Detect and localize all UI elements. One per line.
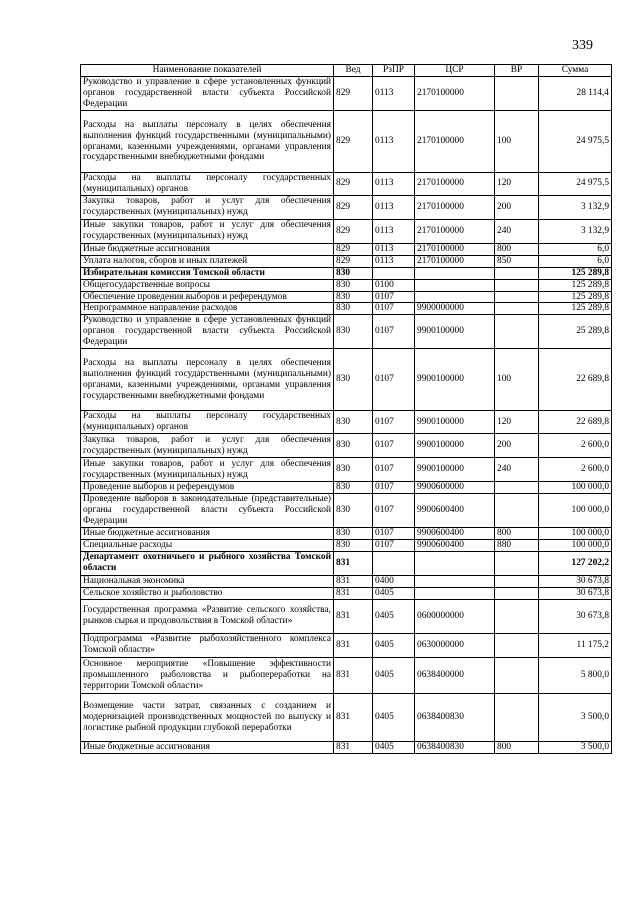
row-rzpr-cell: 0107 [373, 291, 415, 303]
row-ved-cell: 830 [334, 279, 373, 291]
row-vr-cell: 800 [495, 243, 539, 255]
row-rzpr-cell: 0405 [373, 741, 415, 753]
table-row [81, 458, 612, 482]
row-sum-cell: 125 289,8 [539, 279, 612, 291]
row-csr-cell: 9900100000 [415, 349, 495, 411]
row-name-cell: Общегосударственные вопросы [81, 279, 334, 291]
row-name-cell: Подпрограмма «Развитие рыбохозяйственного комплекса Томской области» [81, 633, 334, 657]
row-vr-cell [495, 482, 539, 494]
row-name-cell: Проведение выборов в законодательные (представительные) органы государственной власти субъекта Российской Федерации [81, 494, 334, 528]
table-row [81, 219, 612, 243]
table-row [81, 243, 612, 255]
row-sum-cell: 5 800,0 [539, 657, 612, 693]
row-csr-cell [415, 587, 495, 599]
table-row [81, 267, 612, 279]
row-ved-cell: 831 [334, 551, 373, 575]
row-csr-cell: 9900600000 [415, 482, 495, 494]
row-name-cell: Расходы на выплаты персоналу в целях обеспечения выполнения функций государственными (муниципальными) органами, казенными учреждениями, органами управления государственными внебюджетными фондами [81, 349, 334, 411]
row-name-cell: Расходы на выплаты персоналу государственных (муниципальных) органов [81, 173, 334, 196]
row-sum-cell: 6,0 [539, 243, 612, 255]
row-rzpr-cell: 0107 [373, 349, 415, 411]
table-row [81, 657, 612, 693]
row-csr-cell [415, 291, 495, 303]
row-name-cell: Проведение выборов и референдумов [81, 482, 334, 494]
row-vr-cell [495, 267, 539, 279]
row-sum-cell: 100 000,0 [539, 528, 612, 540]
table-row [81, 693, 612, 741]
page-number: 339 [572, 38, 593, 53]
row-name-cell: Обеспечение проведения выборов и референдумов [81, 291, 334, 303]
column-header-name: Наименование показателей [81, 65, 334, 77]
row-name-cell: Специальные расходы [81, 539, 334, 551]
row-name-cell: Закупка товаров, работ и услуг для обеспечения государственных (муниципальных) нужд [81, 195, 334, 219]
table-row [81, 575, 612, 587]
row-name-cell: Избирательная комиссия Томской области [81, 267, 334, 279]
row-name-cell: Расходы на выплаты персоналу государственных (муниципальных) органов [81, 411, 334, 434]
row-name-cell: Закупка товаров, работ и услуг для обеспечения государственных (муниципальных) нужд [81, 434, 334, 458]
row-name-cell: Иные бюджетные ассигнования [81, 243, 334, 255]
row-name-cell: Сельское хозяйство и рыболовство [81, 587, 334, 599]
row-ved-cell: 831 [334, 633, 373, 657]
table-row [81, 434, 612, 458]
row-vr-cell: 800 [495, 741, 539, 753]
row-rzpr-cell: 0113 [373, 219, 415, 243]
row-sum-cell: 3 132,9 [539, 195, 612, 219]
row-ved-cell: 830 [334, 494, 373, 528]
table-header-row [81, 65, 612, 77]
row-name-cell: Расходы на выплаты персоналу в целях обеспечения выполнения функций государственными (муниципальными) органами, казенными учреждениями, органами управления государственными внебюджетными фондами [81, 111, 334, 173]
row-rzpr-cell: 0107 [373, 303, 415, 315]
row-vr-cell [495, 494, 539, 528]
row-csr-cell: 2170100000 [415, 243, 495, 255]
row-ved-cell: 829 [334, 111, 373, 173]
row-vr-cell [495, 303, 539, 315]
row-sum-cell: 125 289,8 [539, 291, 612, 303]
table-row [81, 494, 612, 528]
row-csr-cell: 9900100000 [415, 434, 495, 458]
table-row [81, 77, 612, 111]
table-row [81, 303, 612, 315]
row-rzpr-cell: 0107 [373, 539, 415, 551]
row-sum-cell: 3 132,9 [539, 219, 612, 243]
row-vr-cell: 200 [495, 195, 539, 219]
row-rzpr-cell: 0100 [373, 279, 415, 291]
row-vr-cell: 880 [495, 539, 539, 551]
row-csr-cell: 9900600400 [415, 539, 495, 551]
table-row [81, 411, 612, 434]
row-ved-cell: 829 [334, 195, 373, 219]
column-header-csr: ЦСР [415, 65, 495, 77]
row-sum-cell: 30 673,8 [539, 599, 612, 633]
table-row [81, 195, 612, 219]
row-name-cell: Иные закупки товаров, работ и услуг для обеспечения государственных (муниципальных) нужд [81, 219, 334, 243]
table-row [81, 315, 612, 349]
column-header-sum: Сумма [539, 65, 612, 77]
row-ved-cell: 831 [334, 575, 373, 587]
row-vr-cell [495, 657, 539, 693]
row-rzpr-cell: 0405 [373, 693, 415, 741]
row-vr-cell: 120 [495, 411, 539, 434]
column-header-rzpr: РзПР [373, 65, 415, 77]
row-sum-cell: 100 000,0 [539, 482, 612, 494]
row-csr-cell: 2170100000 [415, 255, 495, 267]
row-name-cell: Возмещение части затрат, связанных с созданием и модернизацией производственных мощностей по выпуску и логистике рыбной продукции глубокой переработки [81, 693, 334, 741]
row-name-cell: Основное мероприятие «Повышение эффективности промышленного рыболовства и рыбопереработки на территории Томской области» [81, 657, 334, 693]
row-csr-cell: 2170100000 [415, 77, 495, 111]
row-name-cell: Иные бюджетные ассигнования [81, 528, 334, 540]
row-ved-cell: 829 [334, 219, 373, 243]
row-ved-cell: 829 [334, 243, 373, 255]
table-row [81, 551, 612, 575]
row-sum-cell: 24 975,5 [539, 111, 612, 173]
row-sum-cell: 2 600,0 [539, 458, 612, 482]
row-vr-cell: 100 [495, 111, 539, 173]
row-sum-cell: 3 500,0 [539, 741, 612, 753]
row-rzpr-cell: 0107 [373, 482, 415, 494]
row-ved-cell: 829 [334, 77, 373, 111]
row-csr-cell [415, 551, 495, 575]
table-row [81, 587, 612, 599]
row-sum-cell: 25 289,8 [539, 315, 612, 349]
row-csr-cell: 0638400830 [415, 741, 495, 753]
row-csr-cell [415, 279, 495, 291]
row-ved-cell: 831 [334, 657, 373, 693]
table-row [81, 599, 612, 633]
row-ved-cell: 830 [334, 458, 373, 482]
row-name-cell: Департамент охотничьего и рыбного хозяйства Томской области [81, 551, 334, 575]
row-ved-cell: 830 [334, 303, 373, 315]
row-rzpr-cell: 0113 [373, 173, 415, 196]
row-vr-cell [495, 633, 539, 657]
row-csr-cell: 2170100000 [415, 195, 495, 219]
row-sum-cell: 11 175,2 [539, 633, 612, 657]
row-csr-cell: 9900100000 [415, 411, 495, 434]
row-rzpr-cell: 0107 [373, 434, 415, 458]
row-sum-cell: 22 689,8 [539, 349, 612, 411]
row-sum-cell: 125 289,8 [539, 267, 612, 279]
row-ved-cell: 830 [334, 528, 373, 540]
row-ved-cell: 830 [334, 411, 373, 434]
table-body [81, 77, 612, 754]
row-sum-cell: 100 000,0 [539, 539, 612, 551]
row-name-cell: Государственная программа «Развитие сельского хозяйства, рынков сырья и продовольствия в Томской области» [81, 599, 334, 633]
row-rzpr-cell: 0113 [373, 243, 415, 255]
row-ved-cell: 830 [334, 291, 373, 303]
table-row [81, 255, 612, 267]
row-sum-cell: 125 289,8 [539, 303, 612, 315]
row-vr-cell: 100 [495, 349, 539, 411]
row-sum-cell: 24 975,5 [539, 173, 612, 196]
row-csr-cell [415, 575, 495, 587]
table-row [81, 741, 612, 753]
row-sum-cell: 3 500,0 [539, 693, 612, 741]
row-rzpr-cell: 0400 [373, 575, 415, 587]
table-row [81, 633, 612, 657]
row-name-cell: Руководство и управление в сфере установленных функций органов государственной власти субъекта Российской Федерации [81, 77, 334, 111]
row-rzpr-cell: 0405 [373, 657, 415, 693]
row-vr-cell: 800 [495, 528, 539, 540]
row-sum-cell: 30 673,8 [539, 575, 612, 587]
row-ved-cell: 830 [334, 539, 373, 551]
row-sum-cell: 28 114,4 [539, 77, 612, 111]
row-sum-cell: 22 689,8 [539, 411, 612, 434]
row-rzpr-cell: 0107 [373, 458, 415, 482]
row-ved-cell: 830 [334, 267, 373, 279]
table-row [81, 528, 612, 540]
row-csr-cell: 2170100000 [415, 219, 495, 243]
row-rzpr-cell: 0405 [373, 633, 415, 657]
row-csr-cell: 0638400830 [415, 693, 495, 741]
row-rzpr-cell: 0107 [373, 315, 415, 349]
row-name-cell: Уплата налогов, сборов и иных платежей [81, 255, 334, 267]
column-header-ved: Вед [334, 65, 373, 77]
row-name-cell: Иные бюджетные ассигнования [81, 741, 334, 753]
row-name-cell: Национальная экономика [81, 575, 334, 587]
row-vr-cell [495, 587, 539, 599]
table-row [81, 111, 612, 173]
row-name-cell: Непрограммное направление расходов [81, 303, 334, 315]
row-vr-cell [495, 551, 539, 575]
row-rzpr-cell: 0107 [373, 528, 415, 540]
table-row [81, 349, 612, 411]
row-ved-cell: 831 [334, 693, 373, 741]
row-ved-cell: 830 [334, 315, 373, 349]
row-sum-cell: 2 600,0 [539, 434, 612, 458]
row-ved-cell: 830 [334, 434, 373, 458]
row-ved-cell: 831 [334, 599, 373, 633]
row-csr-cell: 9900000000 [415, 303, 495, 315]
row-vr-cell: 200 [495, 434, 539, 458]
row-rzpr-cell [373, 267, 415, 279]
row-sum-cell: 30 673,8 [539, 587, 612, 599]
row-csr-cell: 0600000000 [415, 599, 495, 633]
row-vr-cell: 240 [495, 458, 539, 482]
row-rzpr-cell [373, 551, 415, 575]
row-sum-cell: 127 202,2 [539, 551, 612, 575]
row-csr-cell: 2170100000 [415, 111, 495, 173]
row-rzpr-cell: 0107 [373, 494, 415, 528]
row-rzpr-cell: 0113 [373, 195, 415, 219]
table-row [81, 291, 612, 303]
row-csr-cell: 9900100000 [415, 458, 495, 482]
row-ved-cell: 830 [334, 482, 373, 494]
budget-table [80, 64, 612, 754]
row-sum-cell: 6,0 [539, 255, 612, 267]
row-vr-cell [495, 279, 539, 291]
row-rzpr-cell: 0113 [373, 77, 415, 111]
row-rzpr-cell: 0405 [373, 587, 415, 599]
row-vr-cell: 850 [495, 255, 539, 267]
row-rzpr-cell: 0405 [373, 599, 415, 633]
row-sum-cell: 100 000,0 [539, 494, 612, 528]
row-name-cell: Иные закупки товаров, работ и услуг для обеспечения государственных (муниципальных) нужд [81, 458, 334, 482]
row-vr-cell [495, 77, 539, 111]
row-vr-cell: 240 [495, 219, 539, 243]
table-row [81, 173, 612, 196]
column-header-vr: ВР [495, 65, 539, 77]
row-csr-cell: 9900600400 [415, 528, 495, 540]
row-vr-cell: 120 [495, 173, 539, 196]
row-vr-cell [495, 693, 539, 741]
table-row [81, 279, 612, 291]
row-vr-cell [495, 315, 539, 349]
row-csr-cell [415, 267, 495, 279]
table-row [81, 482, 612, 494]
row-csr-cell: 9900100000 [415, 315, 495, 349]
row-vr-cell [495, 575, 539, 587]
row-csr-cell: 9900600400 [415, 494, 495, 528]
table-row [81, 539, 612, 551]
row-rzpr-cell: 0113 [373, 111, 415, 173]
row-rzpr-cell: 0113 [373, 255, 415, 267]
row-ved-cell: 831 [334, 587, 373, 599]
row-ved-cell: 831 [334, 741, 373, 753]
row-rzpr-cell: 0107 [373, 411, 415, 434]
row-vr-cell [495, 291, 539, 303]
row-csr-cell: 0630000000 [415, 633, 495, 657]
row-ved-cell: 829 [334, 173, 373, 196]
row-ved-cell: 829 [334, 255, 373, 267]
row-vr-cell [495, 599, 539, 633]
row-ved-cell: 830 [334, 349, 373, 411]
row-csr-cell: 0638400000 [415, 657, 495, 693]
row-csr-cell: 2170100000 [415, 173, 495, 196]
row-name-cell: Руководство и управление в сфере установленных функций органов государственной власти субъекта Российской Федерации [81, 315, 334, 349]
